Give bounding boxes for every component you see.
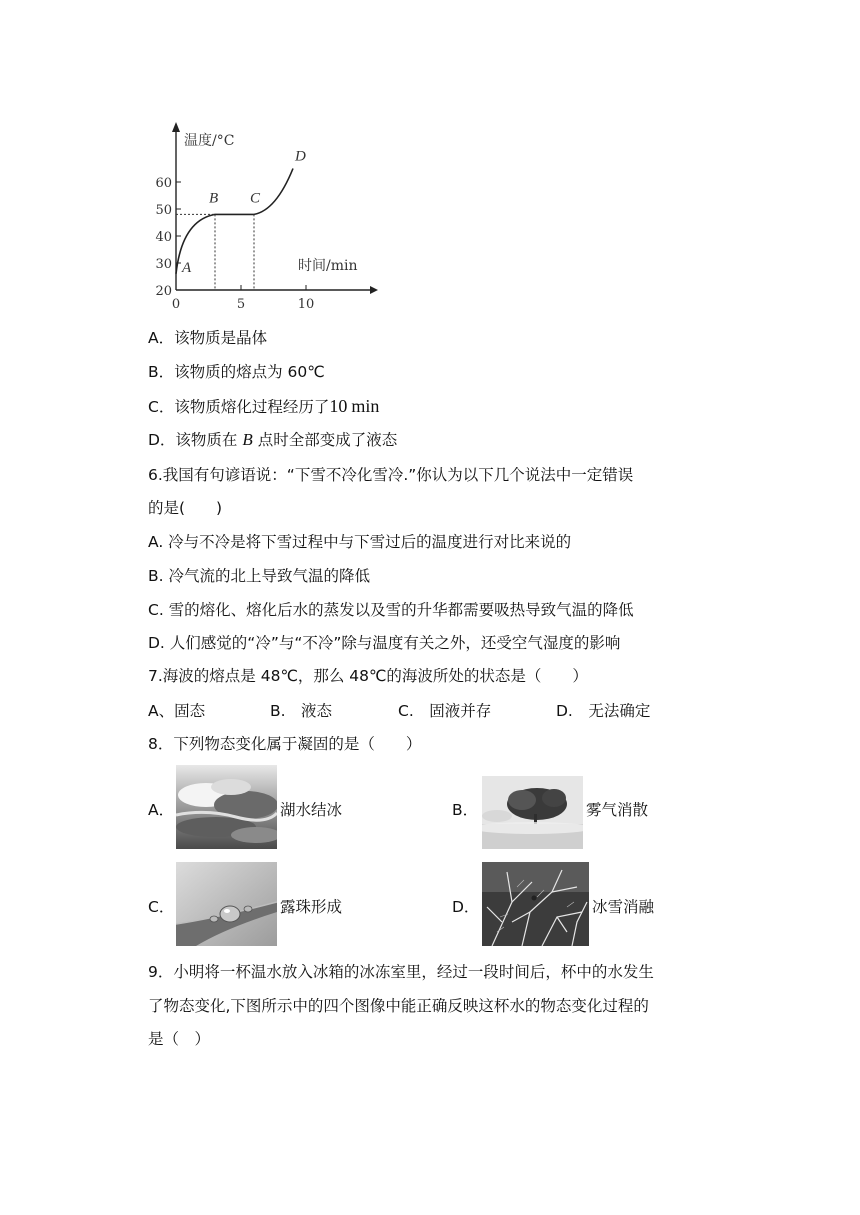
x-axis-label: 时间/min [298, 258, 358, 274]
x-tick-label: 0 [171, 297, 181, 312]
q8-option-a-letter: A． [148, 801, 175, 819]
q6-option-b: B. 冷气流的北上导致气温的降低 [148, 567, 370, 585]
q8-option-c-text: 露珠形成 [280, 898, 343, 916]
point-label-d: D [295, 148, 306, 165]
q6-option-d: D. 人们感觉的“冷”与“不冷”除与温度有关之外，还受空气湿度的影响 [148, 634, 621, 652]
y-tick-label: 40 [155, 230, 172, 245]
frosted-branches-photo [482, 862, 589, 946]
y-tick-label: 60 [155, 176, 172, 191]
q7-stem: 7.海波的熔点是 48℃，那么 48℃的海波所处的状态是（ ） [148, 667, 588, 685]
q8-option-b-letter: B． [452, 801, 479, 819]
y-axis-label: 温度/°C [184, 133, 235, 149]
q9-stem-line3: 是（ ） [148, 1030, 211, 1048]
point-label-c: C [250, 190, 261, 207]
x-tick-label: 10 [297, 297, 315, 312]
q5-option-d [148, 430, 397, 450]
q8-option-c-letter: C． [148, 898, 175, 916]
q9-stem-line2: 了物态变化,下图所示中的四个图像中能正确反映这杯水的物态变化过程的 [148, 997, 649, 1015]
point-label-a: A [182, 259, 192, 276]
q5-option-d-post: 点时全部变成了液态 [252, 431, 398, 449]
temperature-time-chart [148, 112, 388, 322]
q9-stem-line1: 9．小明将一杯温水放入冰箱的冰冻室里，经过一段时间后，杯中的水发生 [148, 963, 654, 981]
q8-option-d-text: 冰雪消融 [592, 898, 655, 916]
q6-option-c: C. 雪的熔化、熔化后水的蒸发以及雪的升华都需要吸热导致气温的降低 [148, 601, 634, 619]
q6-option-a: A. 冷与不冷是将下雪过程中与下雪过后的温度进行对比来说的 [148, 533, 572, 551]
q7-option-c: C. 固液并存 [398, 702, 492, 720]
series-line [176, 169, 293, 274]
q5-option-d-pre: D．该物质在 [148, 431, 243, 449]
q7-option-d: D. 无法确定 [556, 702, 651, 720]
q6-stem-line2: 的是( ) [148, 499, 223, 517]
point-label-b: B [209, 190, 219, 207]
q5-option-c [148, 396, 379, 417]
q6-stem-line1: 6.我国有句谚语说：“下雪不冷化雪冷.”你认为以下几个说法中一定错误 [148, 466, 634, 484]
q5-option-c-number: 10 [329, 396, 348, 416]
x-tick-label: 5 [236, 297, 246, 312]
q5-option-c-text: C．该物质熔化过程经历了 [148, 398, 330, 416]
q5-option-d-var: B [242, 430, 253, 449]
q5-option-c-unit: min [351, 396, 380, 416]
q7-option-b: B. 液态 [270, 702, 333, 720]
y-axis-arrow [172, 122, 180, 132]
mist-tree-photo [482, 776, 583, 849]
q8-option-d-letter: D． [452, 898, 480, 916]
q7-option-a: A、固态 [148, 702, 206, 720]
y-tick-label: 50 [155, 203, 172, 218]
q8-stem: 8．下列物态变化属于凝固的是（ ） [148, 735, 422, 753]
x-axis-arrow [370, 286, 378, 294]
dewdrop-leaf-photo [176, 862, 277, 946]
q5-option-a: A．该物质是晶体 [148, 329, 268, 347]
q5-option-b: B．该物质的熔点为 60℃ [148, 363, 325, 381]
q8-option-a-text: 湖水结冰 [280, 801, 343, 819]
y-tick-label: 20 [155, 284, 172, 299]
frozen-lake-photo [176, 765, 277, 849]
y-tick-label: 30 [155, 257, 172, 272]
q8-option-b-text: 雾气消散 [586, 801, 649, 819]
